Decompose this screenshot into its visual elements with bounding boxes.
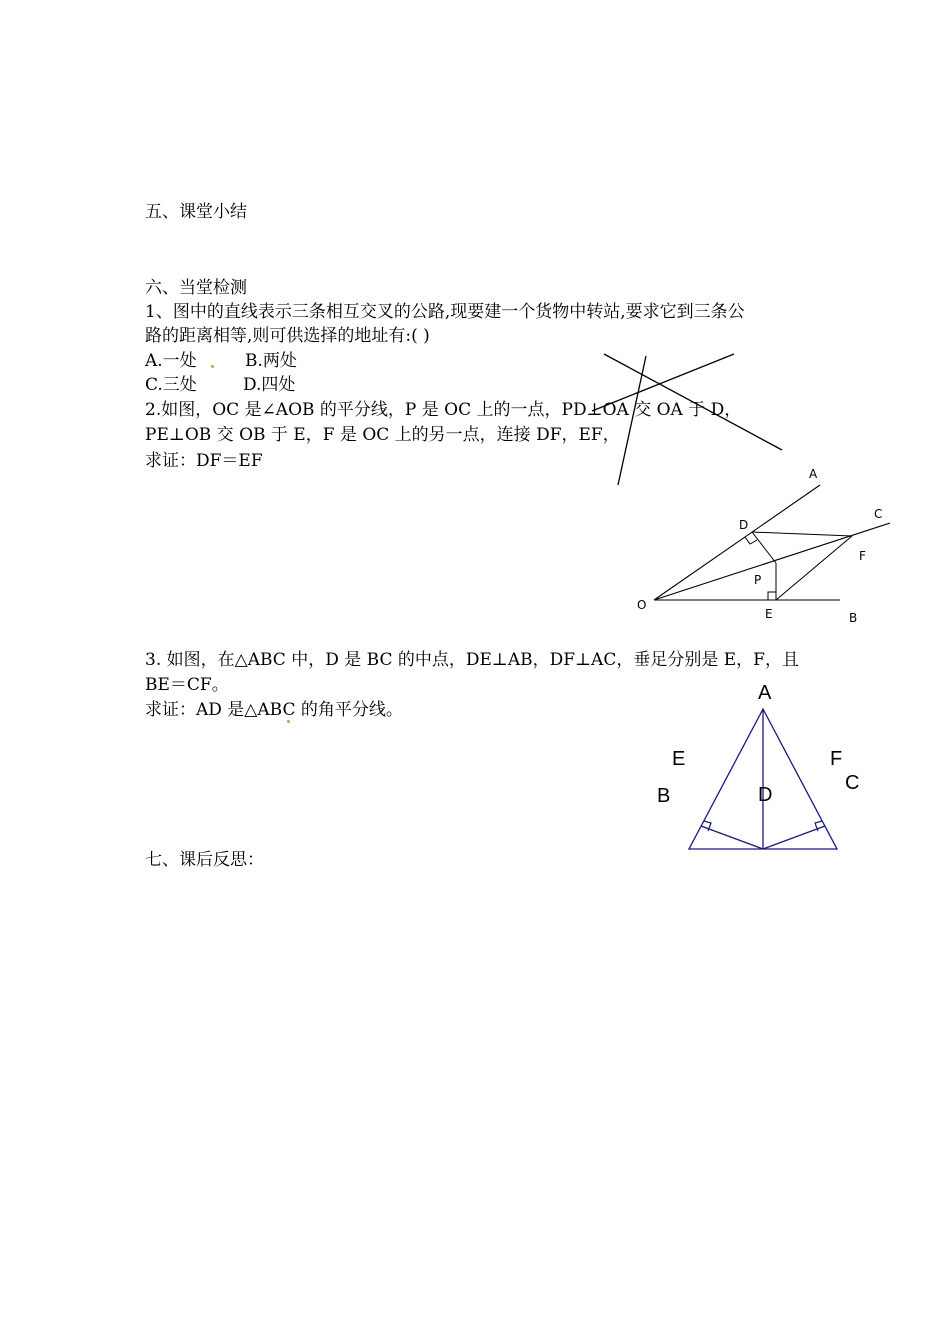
q3-line1: 3. 如图，在△ABC 中，D 是 BC 的中点，DE⊥AB，DF⊥AC，垂足分别是 E，F，且 bbox=[145, 650, 799, 670]
q1-line1: 1、图中的直线表示三条相互交叉的公路,现要建一个货物中转站,要求它到三条公 bbox=[145, 302, 745, 322]
q1-option-c: C.三处 bbox=[145, 375, 197, 395]
label-e: E bbox=[672, 748, 686, 770]
q1-option-a: A.一处 bbox=[145, 351, 197, 371]
q1-option-b: B.两处 bbox=[245, 351, 297, 371]
q2-line2: PE⊥OB 交 OB 于 E，F 是 OC 上的另一点，连接 DF，EF， bbox=[145, 425, 620, 445]
label-e: E bbox=[765, 607, 773, 621]
q2-line3: 求证：DF＝EF bbox=[145, 451, 263, 471]
section6-heading: 六、当堂检测 bbox=[145, 278, 247, 298]
q2-line1: 2.如图，OC 是∠AOB 的平分线，P 是 OC 上的一点，PD⊥OA 交 OA 于 D， bbox=[145, 400, 742, 420]
q3-line2: BE＝CF。 bbox=[145, 675, 229, 695]
label-d: D bbox=[739, 518, 749, 532]
segment-de bbox=[701, 826, 763, 849]
label-c: C bbox=[845, 772, 860, 794]
section7-heading: 七、课后反思： bbox=[145, 850, 264, 870]
q1-option-d: D.四处 bbox=[243, 375, 296, 395]
label-b: B bbox=[849, 611, 858, 625]
label-d: D bbox=[758, 784, 773, 806]
label-c: C bbox=[874, 507, 883, 521]
label-f: F bbox=[830, 748, 843, 770]
label-a: A bbox=[809, 467, 818, 481]
label-o: O bbox=[637, 598, 647, 612]
segment-df bbox=[763, 826, 825, 849]
q1-line2: 路的距离相等,则可供选择的地址有:( ) bbox=[145, 326, 430, 346]
label-b: B bbox=[657, 785, 671, 807]
section5-heading: 五、课堂小结 bbox=[145, 202, 247, 222]
label-f: F bbox=[859, 549, 866, 563]
label-p: P bbox=[754, 573, 762, 587]
label-a: A bbox=[758, 682, 772, 704]
q3-line3: 求证：AD 是△ABC 的角平分线。 bbox=[145, 700, 403, 720]
